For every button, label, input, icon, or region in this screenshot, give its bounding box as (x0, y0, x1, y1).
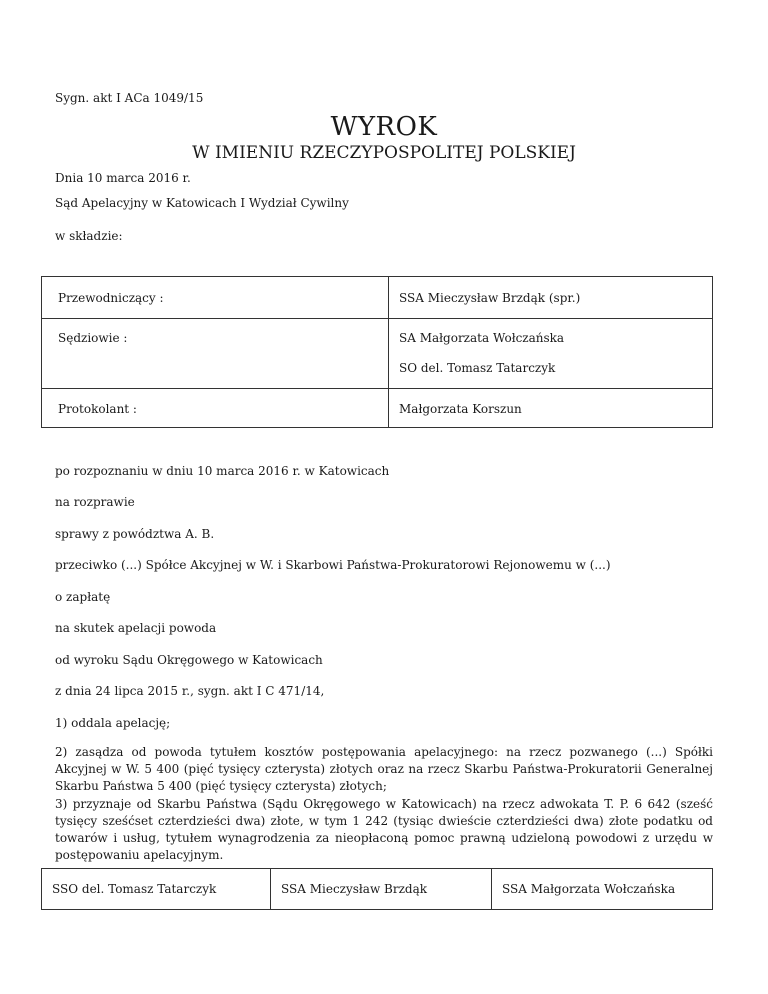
clerk-label: Protokolant : (58, 402, 137, 416)
table-row (42, 389, 713, 428)
table-row (42, 277, 713, 319)
presiding-label: Przewodniczący : (58, 291, 164, 305)
judgment-subtitle: W IMIENIU RZECZYPOSPOLITEJ POLSKIEJ (192, 143, 576, 163)
table-row (42, 869, 713, 910)
proceedings-line: od wyroku Sądu Okręgowego w Katowicach (55, 653, 323, 667)
court-name: Sąd Apelacyjny w Katowicach I Wydział Cywilny (55, 196, 349, 210)
signatures-table (41, 868, 713, 910)
proceedings-line: po rozpoznaniu w dniu 10 marca 2016 r. w Katowicach (55, 464, 390, 478)
composition-label: w składzie: (55, 229, 123, 243)
judges-names-cell (389, 319, 713, 389)
judges-label-cell (42, 319, 389, 389)
proceedings-line: sprawy z powództwa A. B. (55, 527, 215, 541)
judgment-title: WYROK (330, 112, 438, 142)
presiding-name-cell (389, 277, 713, 319)
presiding-label-cell (42, 277, 389, 319)
proceedings-line: na skutek apelacji powoda (55, 621, 217, 635)
ruling-item: 1) oddala apelację; (55, 716, 171, 730)
proceedings-line: na rozprawie (55, 495, 135, 509)
signature-cell: SSA Małgorzata Wołczańska (492, 869, 713, 910)
clerk-label-cell (42, 389, 389, 428)
judge-name: SO del. Tomasz Tatarczyk (399, 361, 556, 375)
judges-label: Sędziowie : (58, 331, 128, 345)
proceedings-line: z dnia 24 lipca 2015 r., sygn. akt I C 471/14, (55, 684, 325, 698)
judge-name: SA Małgorzata Wołczańska (399, 331, 565, 345)
signature-cell: SSA Mieczysław Brzdąk (271, 869, 492, 910)
clerk-name-cell (389, 389, 713, 428)
ruling-item: 2) zasądza od powoda tytułem kosztów postępowania apelacyjnego: na rzecz pozwanego (...) Spółki Akcyjnej w W. 5 400 (pięć tysięcy czterysta) złotych oraz na rzecz Skarbu Państwa-Prokuratorii Generalnej Skarbu Państwa 5 400 (pięć tysięcy czterysta) złotych; (55, 745, 713, 793)
signature-cell: SSO del. Tomasz Tatarczyk (42, 869, 271, 910)
ruling-item: 3) przyznaje od Skarbu Państwa (Sądu Okręgowego w Katowicach) na rzecz adwokata T. P. 6 642 (sześć tysięcy sześćset czterdzieści dwa) złote, w tym 1 242 (tysiąc dwieście czterdzieści dwa) złote podatku od towarów i usług, tytułem wynagrodzenia za nieopłaconą pomoc prawną udzieloną powodowi z urzędu w postępowaniu apelacyjnym. (55, 797, 713, 862)
presiding-name: SSA Mieczysław Brzdąk (spr.) (399, 291, 581, 305)
clerk-name: Małgorzata Korszun (399, 402, 522, 416)
judgment-date: Dnia 10 marca 2016 r. (55, 171, 191, 185)
case-number: Sygn. akt I ACa 1049/15 (55, 91, 204, 105)
proceedings-line: przeciwko (...) Spółce Akcyjnej w W. i Skarbowi Państwa-Prokuratorowi Rejonowemu w (...) (55, 558, 611, 572)
proceedings-line: o zapłatę (55, 590, 111, 604)
court-panel-table (41, 276, 713, 428)
table-row (42, 319, 713, 389)
